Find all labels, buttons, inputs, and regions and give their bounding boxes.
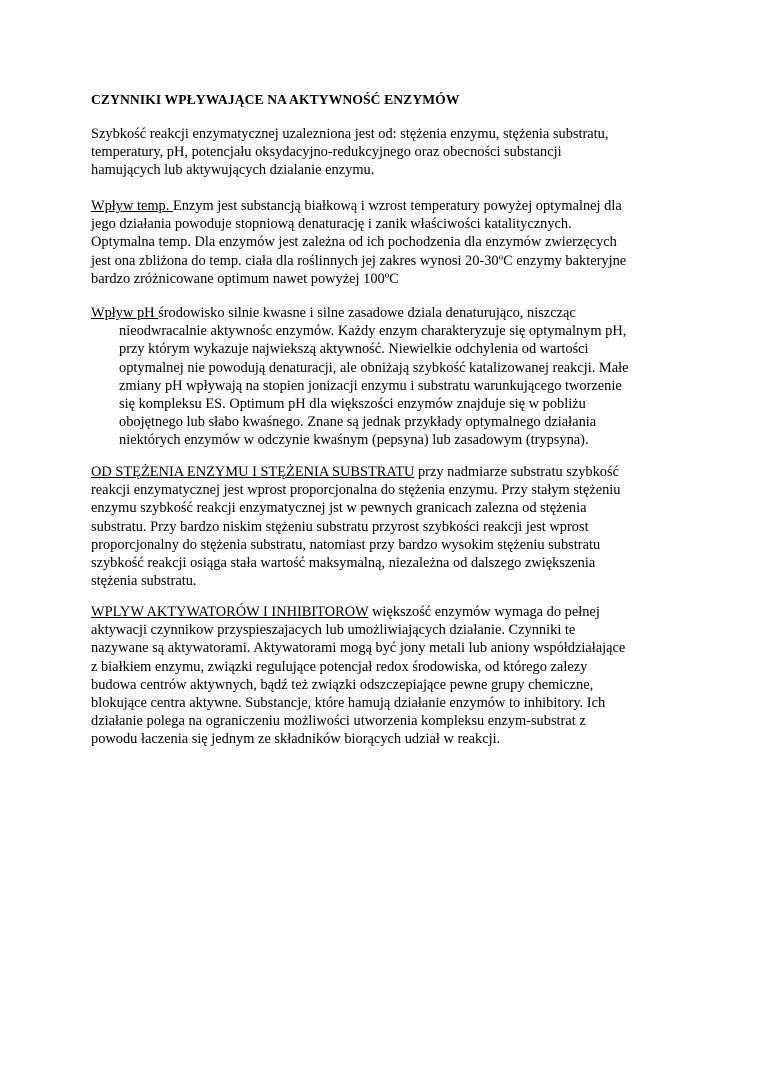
text-line: hamujących lub aktywujących dzialanie enzymu. bbox=[91, 162, 375, 179]
text-line: temperatury, pH, potencjału oksydacyjno-redukcyjnego oraz obecności substancji bbox=[91, 144, 562, 161]
text-line: przy którym wykazuje najwiekszą aktywność. Niewielkie odchylenia od wartości bbox=[119, 341, 589, 358]
text-line: proporcjonalny do stężenia substratu, natomiast przy bardzo wysokim stężeniu substratu bbox=[91, 536, 601, 553]
activators-paragraph bbox=[91, 603, 669, 749]
text-line: jest ona zbliżona do temp. ciała dla roślinnych jej zakres wynosi 20-30ºC enzymy bakteryjne bbox=[91, 252, 627, 269]
text-line: substratu. Przy bardzo niskim stężeniu substratu przyrost szybkości reakcji jest wprost bbox=[91, 518, 589, 535]
text-line: optymalnej nie powodują denaturacji, ale obniżają szybkość katalizowanej reakcji. Małe bbox=[119, 359, 629, 376]
text-line: WPLYW AKTYWATORÓW I INHIBITOROW większość enzymów wymaga do pełnej bbox=[91, 604, 600, 620]
text-line: szybkość reakcji osiąga stała wartość maksymalną, niezależna od dalszego zwiększenia bbox=[91, 555, 596, 572]
text-line: Wpływ temp. Enzym jest substancją białkową i wzrost temperatury powyżej optymalnej dla bbox=[91, 198, 622, 214]
text-line: Wpływ pH środowisko silnie kwasne i silne zasadowe dziala denaturująco, niszcząc bbox=[91, 305, 576, 321]
temperature-heading: Wpływ temp. bbox=[91, 198, 173, 214]
intro-paragraph bbox=[91, 125, 669, 180]
concentration-heading: OD STĘŻENIA ENZYMU I STĘŻENIA SUBSTRATU bbox=[91, 464, 415, 480]
temperature-paragraph bbox=[91, 197, 669, 288]
text-line: nazywane są aktywatorami. Aktywatorami mogą być jony metali lub aniony współdziałające bbox=[91, 640, 626, 657]
ph-heading: Wpływ pH bbox=[91, 305, 159, 321]
text-line: aktywacji czynnikow przyspieszajacych lub umożliwiających działanie. Czynniki te bbox=[91, 622, 576, 639]
text-line: z białkiem enzymu, związki regulujące potencjał redox środowiska, od którego zalezy bbox=[91, 658, 588, 675]
text-line: zmiany pH wpływają na stopien jonizacji enzymu i substratu warunkującego tworzenie bbox=[119, 377, 622, 394]
text-line: blokujące centra aktywne. Substancje, które hamują działanie enzymów to inhibitory. Ich bbox=[91, 695, 606, 712]
text-line: bardzo zróżnicowane optimum nawet powyżej 100ºC bbox=[91, 270, 399, 287]
text-line: enzymu szybkość reakcji enzymatycznej jst w pewnych granicach zalezna od stężenia bbox=[91, 500, 587, 517]
text-line: budowa centrów aktywnych, bądź też związki odszczepiające pewne grupy chemiczne, bbox=[91, 676, 594, 693]
text-line: Optymalna temp. Dla enzymów jest zależna od ich pochodzenia dla enzymów zwierzęcych bbox=[91, 234, 617, 251]
text-line: jego działania powoduje stopniową denaturację i zanik właściwości katalitycznych. bbox=[91, 216, 572, 233]
text-line: reakcji enzymatycznej jest wprost proporcjonalna do stężenia enzymu. Przy stałym stężeniu bbox=[91, 482, 621, 499]
text-line: obojętnego lub słabo kwaśnego. Znane są jednak przykłady optymalnego działania bbox=[119, 414, 597, 431]
activators-heading: WPLYW AKTYWATORÓW I INHIBITOROW bbox=[91, 604, 369, 620]
text-line: Szybkość reakcji enzymatycznej uzalezniona jest od: stężenia enzymu, stężenia substratu, bbox=[91, 126, 609, 142]
ph-paragraph bbox=[91, 304, 669, 450]
text-line: OD STĘŻENIA ENZYMU I STĘŻENIA SUBSTRATU przy nadmiarze substratu szybkość bbox=[91, 464, 619, 480]
document-title: CZYNNIKI WPŁYWAJĄCE NA AKTYWNOŚĆ ENZYMÓW bbox=[91, 92, 460, 107]
text-line: nieodwracalnie aktywnośc enzymów. Każdy enzym charakteryzuje się optymalnym pH, bbox=[119, 323, 627, 340]
text-line: się kompleksu ES. Optimum pH dla większości enzymów znajduje się w pobliżu bbox=[119, 396, 586, 413]
text-line: działanie polega na ograniczeniu możliwości utworzenia kompleksu enzym-substrat z bbox=[91, 713, 586, 730]
text-line: powodu łaczenia się jednym ze składników biorących udział w reakcji. bbox=[91, 731, 501, 748]
concentration-paragraph bbox=[91, 463, 669, 590]
text-line: niektórych enzymów w odczynie kwaśnym (pepsyna) lub zasadowym (trypsyna). bbox=[119, 432, 589, 449]
text-line: stężenia substratu. bbox=[91, 573, 197, 590]
